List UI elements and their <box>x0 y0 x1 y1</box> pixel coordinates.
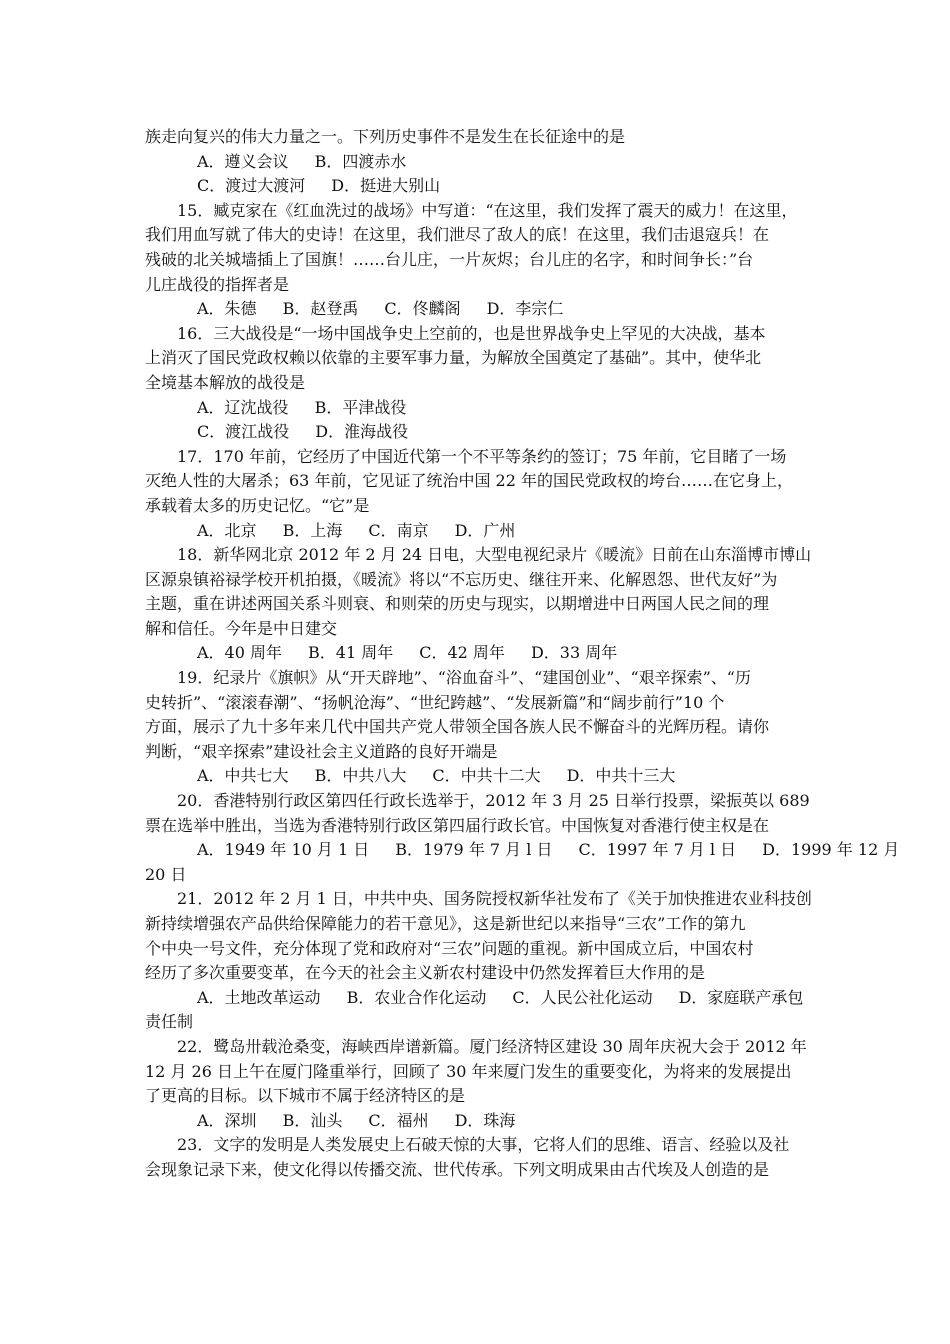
text-line: 经历了多次重要变革，在今天的社会主义新农村建设中仍然发挥着巨大作用的是 <box>145 963 706 983</box>
text-line: 我们用血写就了伟大的史诗！在这里，我们泄尽了敌人的底！在这里，我们击退寇兵！在 <box>145 225 770 245</box>
text-line: 主题，重在讲述两国关系斗则衰、和则荣的历史与现实，以期增进中日两国人民之间的理 <box>145 594 770 614</box>
answer-option: B．上海 <box>282 520 343 540</box>
answer-options <box>145 764 810 789</box>
answer-option: C．42 周年 <box>419 643 505 663</box>
answer-options <box>145 420 810 445</box>
question-line: 16．三大战役是“一场中国战争史上空前的，也是世界战争史上罕见的大决战，基本 <box>177 323 766 343</box>
answer-option: A．中共七大 <box>197 766 289 786</box>
answer-option: B．41 周年 <box>308 643 394 663</box>
answer-option: B．赵登禹 <box>282 299 359 319</box>
answer-option: A．辽沈战役 <box>197 397 289 417</box>
answer-option: C．人民公社化运动 <box>512 987 653 1007</box>
text-line: 承载着太多的历史记忆。“它”是 <box>145 495 370 515</box>
answer-options <box>145 150 810 175</box>
question-line: 19．纪录片《旗帜》从“开天辟地”、“浴血奋斗”、“建国创业”、“艰辛探索”、“历 <box>177 668 751 688</box>
answer-option: A．北京 <box>197 520 257 540</box>
text-line: 了更高的目标。以下城市不属于经济特区的是 <box>145 1086 466 1106</box>
answer-options <box>145 838 900 863</box>
answer-option: B．农业合作化运动 <box>346 987 487 1007</box>
text-line: 12 月 26 日上午在厦门隆重举行，回顾了 30 年来厦门发生的重要变化，为将来的发展提出 <box>145 1061 792 1081</box>
answer-option: B．四渡赤水 <box>314 151 407 171</box>
text-line: 会现象记录下来，使文化得以传播交流、世代传承。下列文明成果由古代埃及人创造的是 <box>145 1159 770 1179</box>
text-line: 上消灭了国民党政权赖以依靠的主要军事力量，为解放全国奠定了基础”。其中，使华北 <box>145 348 762 368</box>
answer-option: C．1997 年 7 月 l 日 <box>578 840 737 860</box>
answer-option: B．平津战役 <box>314 397 407 417</box>
question-line: 15．臧克家在《红血洗过的战场》中写道：“在这里，我们发挥了震天的威力！在这里， <box>177 200 798 220</box>
answer-option: D．广州 <box>454 520 516 540</box>
answer-options <box>145 519 810 544</box>
text-line: 区源泉镇裕禄学校开机拍摄，《暖流》将以“不忘历史、继往开来、化解恩怨、世代友好”为 <box>145 569 778 589</box>
question-line: 22．鹭岛卅载沧桑变，海峡西岸谱新篇。厦门经济特区建设 30 周年庆祝大会于 2012 年 <box>177 1036 807 1056</box>
answer-option: D．珠海 <box>454 1110 516 1130</box>
text-line: 判断，“艰辛探索”建设社会主义道路的良好开端是 <box>145 741 498 761</box>
text-line: 解和信任。今年是中日建交 <box>145 618 338 638</box>
answer-options <box>145 641 810 666</box>
answer-option: D．淮海战役 <box>315 422 409 442</box>
question-line: 18．新华网北京 2012 年 2 月 24 日电，大型电视纪录片《暖流》日前在山东淄博市博山 <box>177 545 812 565</box>
answer-option: C．渡江战役 <box>197 422 290 442</box>
question-line: 21．2012 年 2 月 1 日，中共中央、国务院授权新华社发布了《关于加快推进农业科技创 <box>177 889 812 909</box>
text-line: 20 日 <box>145 864 187 884</box>
answer-option: C．佟麟阁 <box>384 299 461 319</box>
answer-option: A．40 周年 <box>197 643 283 663</box>
question-line: 23．文字的发明是人类发展史上石破天惊的大事，它将人们的思维、语言、经验以及社 <box>177 1135 790 1155</box>
answer-option: A．土地改革运动 <box>197 987 321 1007</box>
answer-option: C．南京 <box>368 520 429 540</box>
text-line: 新持续增强农产品供给保障能力的若干意见》，这是新世纪以来指导“三农”工作的第九 <box>145 914 746 933</box>
answer-options <box>145 1109 810 1134</box>
text-line: 灭绝人性的大屠杀；63 年前，它见证了统治中国 22 年的国民党政权的垮台……在它身上， <box>145 471 793 491</box>
answer-option: D．1999 年 12 月 <box>762 840 900 860</box>
page-body <box>145 125 900 1183</box>
text-line: 残破的北关城墙插上了国旗！……台儿庄，一片灰烬；台儿庄的名字，和时间争长：”台 <box>145 249 754 269</box>
text-line: 族走向复兴的伟大力量之一。下列历史事件不是发生在长征途中的是 <box>145 127 626 146</box>
answer-option: C．中共十二大 <box>432 766 541 786</box>
answer-options <box>145 297 810 322</box>
answer-option: B．汕头 <box>282 1110 343 1130</box>
answer-option: D．33 周年 <box>530 643 618 663</box>
question-line: 17．170 年前，它经历了中国近代第一个不平等条约的签订；75 年前，它目睹了一场 <box>177 446 787 466</box>
text-line: 史转折”、“滚滚春潮”、“扬帆沧海”、“世纪跨越”、“发展新篇”和“阔步前行”10 个 <box>145 692 725 712</box>
answer-option: A．深圳 <box>197 1110 257 1130</box>
question-line: 20．香港特别行政区第四任行政长选举于，2012 年 3 月 25 日举行投票，梁振英以 689 <box>177 791 810 811</box>
answer-option: D．家庭联产承包 <box>678 987 804 1007</box>
text-line: 全境基本解放的战役是 <box>145 372 306 392</box>
text-line: 责任制 <box>145 1012 194 1032</box>
answer-option: D．中共十三大 <box>566 766 676 786</box>
answer-option: D．李宗仁 <box>486 299 564 319</box>
answer-option: C．福州 <box>368 1110 429 1130</box>
answer-option: C．渡过大渡河 <box>197 176 306 196</box>
text-line: 个中央一号文件，充分体现了党和政府对“三农”问题的重视。新中国成立后，中国农村 <box>145 938 754 958</box>
answer-options <box>145 174 810 199</box>
text-line: 儿庄战役的指挥者是 <box>145 274 290 294</box>
text-line: 票在选举中胜出，当选为香港特别行政区第四届行政长官。中国恢复对香港行使主权是在 <box>145 815 770 835</box>
answer-options <box>145 986 810 1011</box>
answer-option: D．挺进大别山 <box>331 176 441 196</box>
answer-option: A．朱德 <box>197 299 257 319</box>
answer-options <box>145 396 810 421</box>
answer-option: A．遵义会议 <box>197 151 289 171</box>
answer-option: B．1979 年 7 月 l 日 <box>395 840 553 860</box>
answer-option: B．中共八大 <box>314 766 407 786</box>
answer-option: A．1949 年 10 月 1 日 <box>197 840 370 860</box>
text-line: 方面，展示了九十多年来几代中国共产党人带领全国各族人民不懈奋斗的光辉历程。请你 <box>145 717 770 737</box>
